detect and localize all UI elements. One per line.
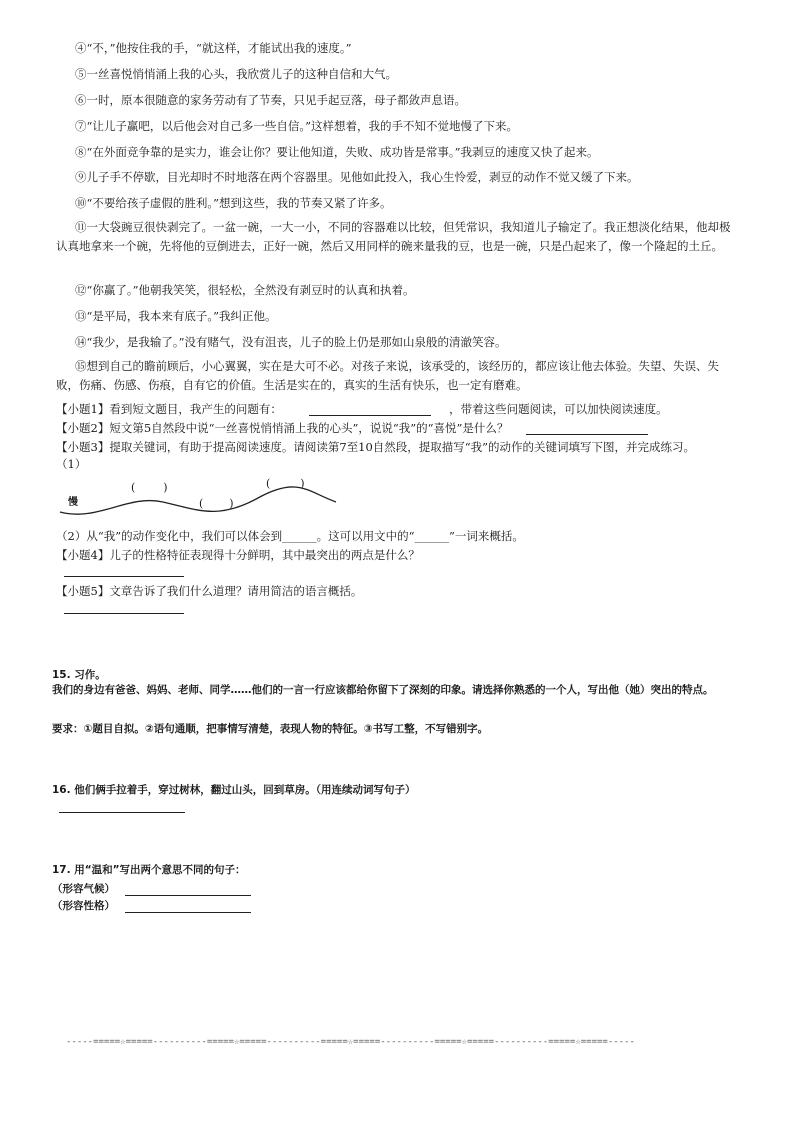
question-3-part-2-blank[interactable]: ______ [282, 529, 317, 543]
section-17-personality-blank[interactable] [125, 912, 251, 913]
question-3-keyword-blank[interactable]: ______ [414, 529, 449, 543]
question-5: 【小题5】文章告诉了我们什么道理？请用简洁的语言概括。 [56, 584, 363, 598]
wave-blank-3[interactable]: ( ) [266, 477, 305, 490]
question-3: 【小题3】提取关键词，有助于提高阅读速度。请阅读第7至10自然段，提取描写“我”的动作的关键词填写下图，并完成练习。 [56, 440, 696, 454]
paragraph-10: ⑩“不要给孩子虚假的胜利。”想到这些，我的节奏又紧了许多。 [75, 196, 392, 210]
section-16-title: 16. 他们俩手拉着手，穿过树林，翻过山头，回到草房。（用连续动词写句子） [52, 784, 416, 796]
question-4: 【小题4】儿子的性格特征表现得十分鲜明，其中最突出的两点是什么？ [56, 548, 420, 562]
footer-divider: -----=====☆=====----------=====☆=====----------=====☆=====----------=====☆=====----------=====☆=====----- [66, 1037, 635, 1047]
section-17-climate-blank[interactable] [125, 895, 251, 896]
paragraph-9: ⑨儿子手不停歇，目光却时不时地落在两个容器里。见他如此投入，我心生怜爱，剥豆的动作不觉又缓了下来。 [75, 170, 639, 184]
section-15-title: 15. 习作。 [52, 669, 106, 681]
question-2-answer-blank[interactable] [526, 434, 648, 435]
paragraph-12: ⑫“你赢了。”他朝我笑笑，很轻松，全然没有剥豆时的认真和执着。 [75, 283, 415, 297]
question-5-answer-line[interactable] [64, 613, 184, 614]
section-16-answer-line[interactable] [59, 812, 185, 813]
question-4-answer-line[interactable] [64, 576, 184, 577]
question-2-text: 【小题2】短文第5自然段中说“一丝喜悦悄悄涌上我的心头”，说说“我”的“喜悦”是什么？ [56, 421, 509, 435]
question-2 [56, 421, 648, 435]
section-17-title: 17. 用“温和”写出两个意思不同的句子： [52, 864, 246, 876]
wave-curve [60, 487, 336, 514]
paragraph-13: ⑬“是平局，我本来有底子。”我纠正他。 [75, 309, 277, 323]
question-1-suffix: ，带着这些问题阅读，可以加快阅读速度。 [449, 402, 668, 416]
paragraph-6: ⑥一时，原本很随意的家务劳动有了节奏，只见手起豆落，母子都敛声息语。 [75, 93, 466, 107]
question-1-prefix: 【小题1】看到短文题目，我产生的问题有： [56, 402, 282, 416]
wave-label-slow: 慢 [68, 497, 78, 508]
paragraph-5: ⑤一丝喜悦悄悄涌上我的心头，我欣赏儿子的这种自信和大气。 [75, 67, 397, 81]
paragraph-4: ④“不，”他按住我的手，“就这样，才能试出我的速度。” [75, 41, 352, 55]
question-1 [56, 402, 668, 416]
section-15-requirements: 要求：①题目自拟。②语句通顺，把事情写清楚，表现人物的特征。③书写工整，不写错别字。 [52, 723, 489, 735]
paragraph-7: ⑦“让儿子赢吧，以后他会对自己多一些自信。”这样想着，我的手不知不觉地慢了下来。 [75, 119, 519, 133]
wave-blank-2[interactable]: ( ) [199, 497, 234, 510]
question-3-part-1: （1） [56, 457, 87, 471]
paragraph-14: ⑭“我少，是我输了。”没有赌气，没有沮丧，儿子的脸上仍是那如山泉般的清澈笑容。 [75, 335, 507, 349]
question-1-answer-blank[interactable] [309, 415, 431, 416]
paragraph-11: ⑪一大袋豌豆很快剥完了。一盆一碗，一大一小，不同的容器难以比较，但凭常识，我知道儿子输定了。我正想淡化结果，他却极认真地拿来一个碗，先将他的豆倒进去，正好一碗，然后又用同样的碗来量我的豆，也是一碗，只是凸起来了，像一个隆起的土丘。 [56, 220, 731, 253]
section-17-climate: （形容气候） [52, 882, 251, 896]
section-15-body: 我们的身边有爸爸、妈妈、老师、同学……他们的一言一行应该都给你留下了深刻的印象。请选择你熟悉的一个人，写出他（她）突出的特点。 [52, 684, 714, 696]
paragraph-15: ⑮想到自己的瞻前顾后，小心翼翼，实在是大可不必。对孩子来说，该承受的，该经历的，都应该让他去体验。失望、失误、失败，伤痛、伤感、伤痕，自有它的价值。生活是实在的，真实的生活有快乐，也一定有磨难。 [56, 359, 719, 392]
question-3-part-2: （2）从“我”的动作变化中，我们可以体会到______。这可以用文中的“______”一词来概括。 [56, 529, 524, 543]
wave-blank-1[interactable]: ( ) [131, 481, 168, 494]
section-17-personality: （形容性格） [52, 899, 251, 913]
paragraph-8: ⑧“在外面竞争靠的是实力，谁会让你？要让他知道，失败、成功皆是常事。”我剥豆的速度又快了起来。 [75, 145, 599, 159]
